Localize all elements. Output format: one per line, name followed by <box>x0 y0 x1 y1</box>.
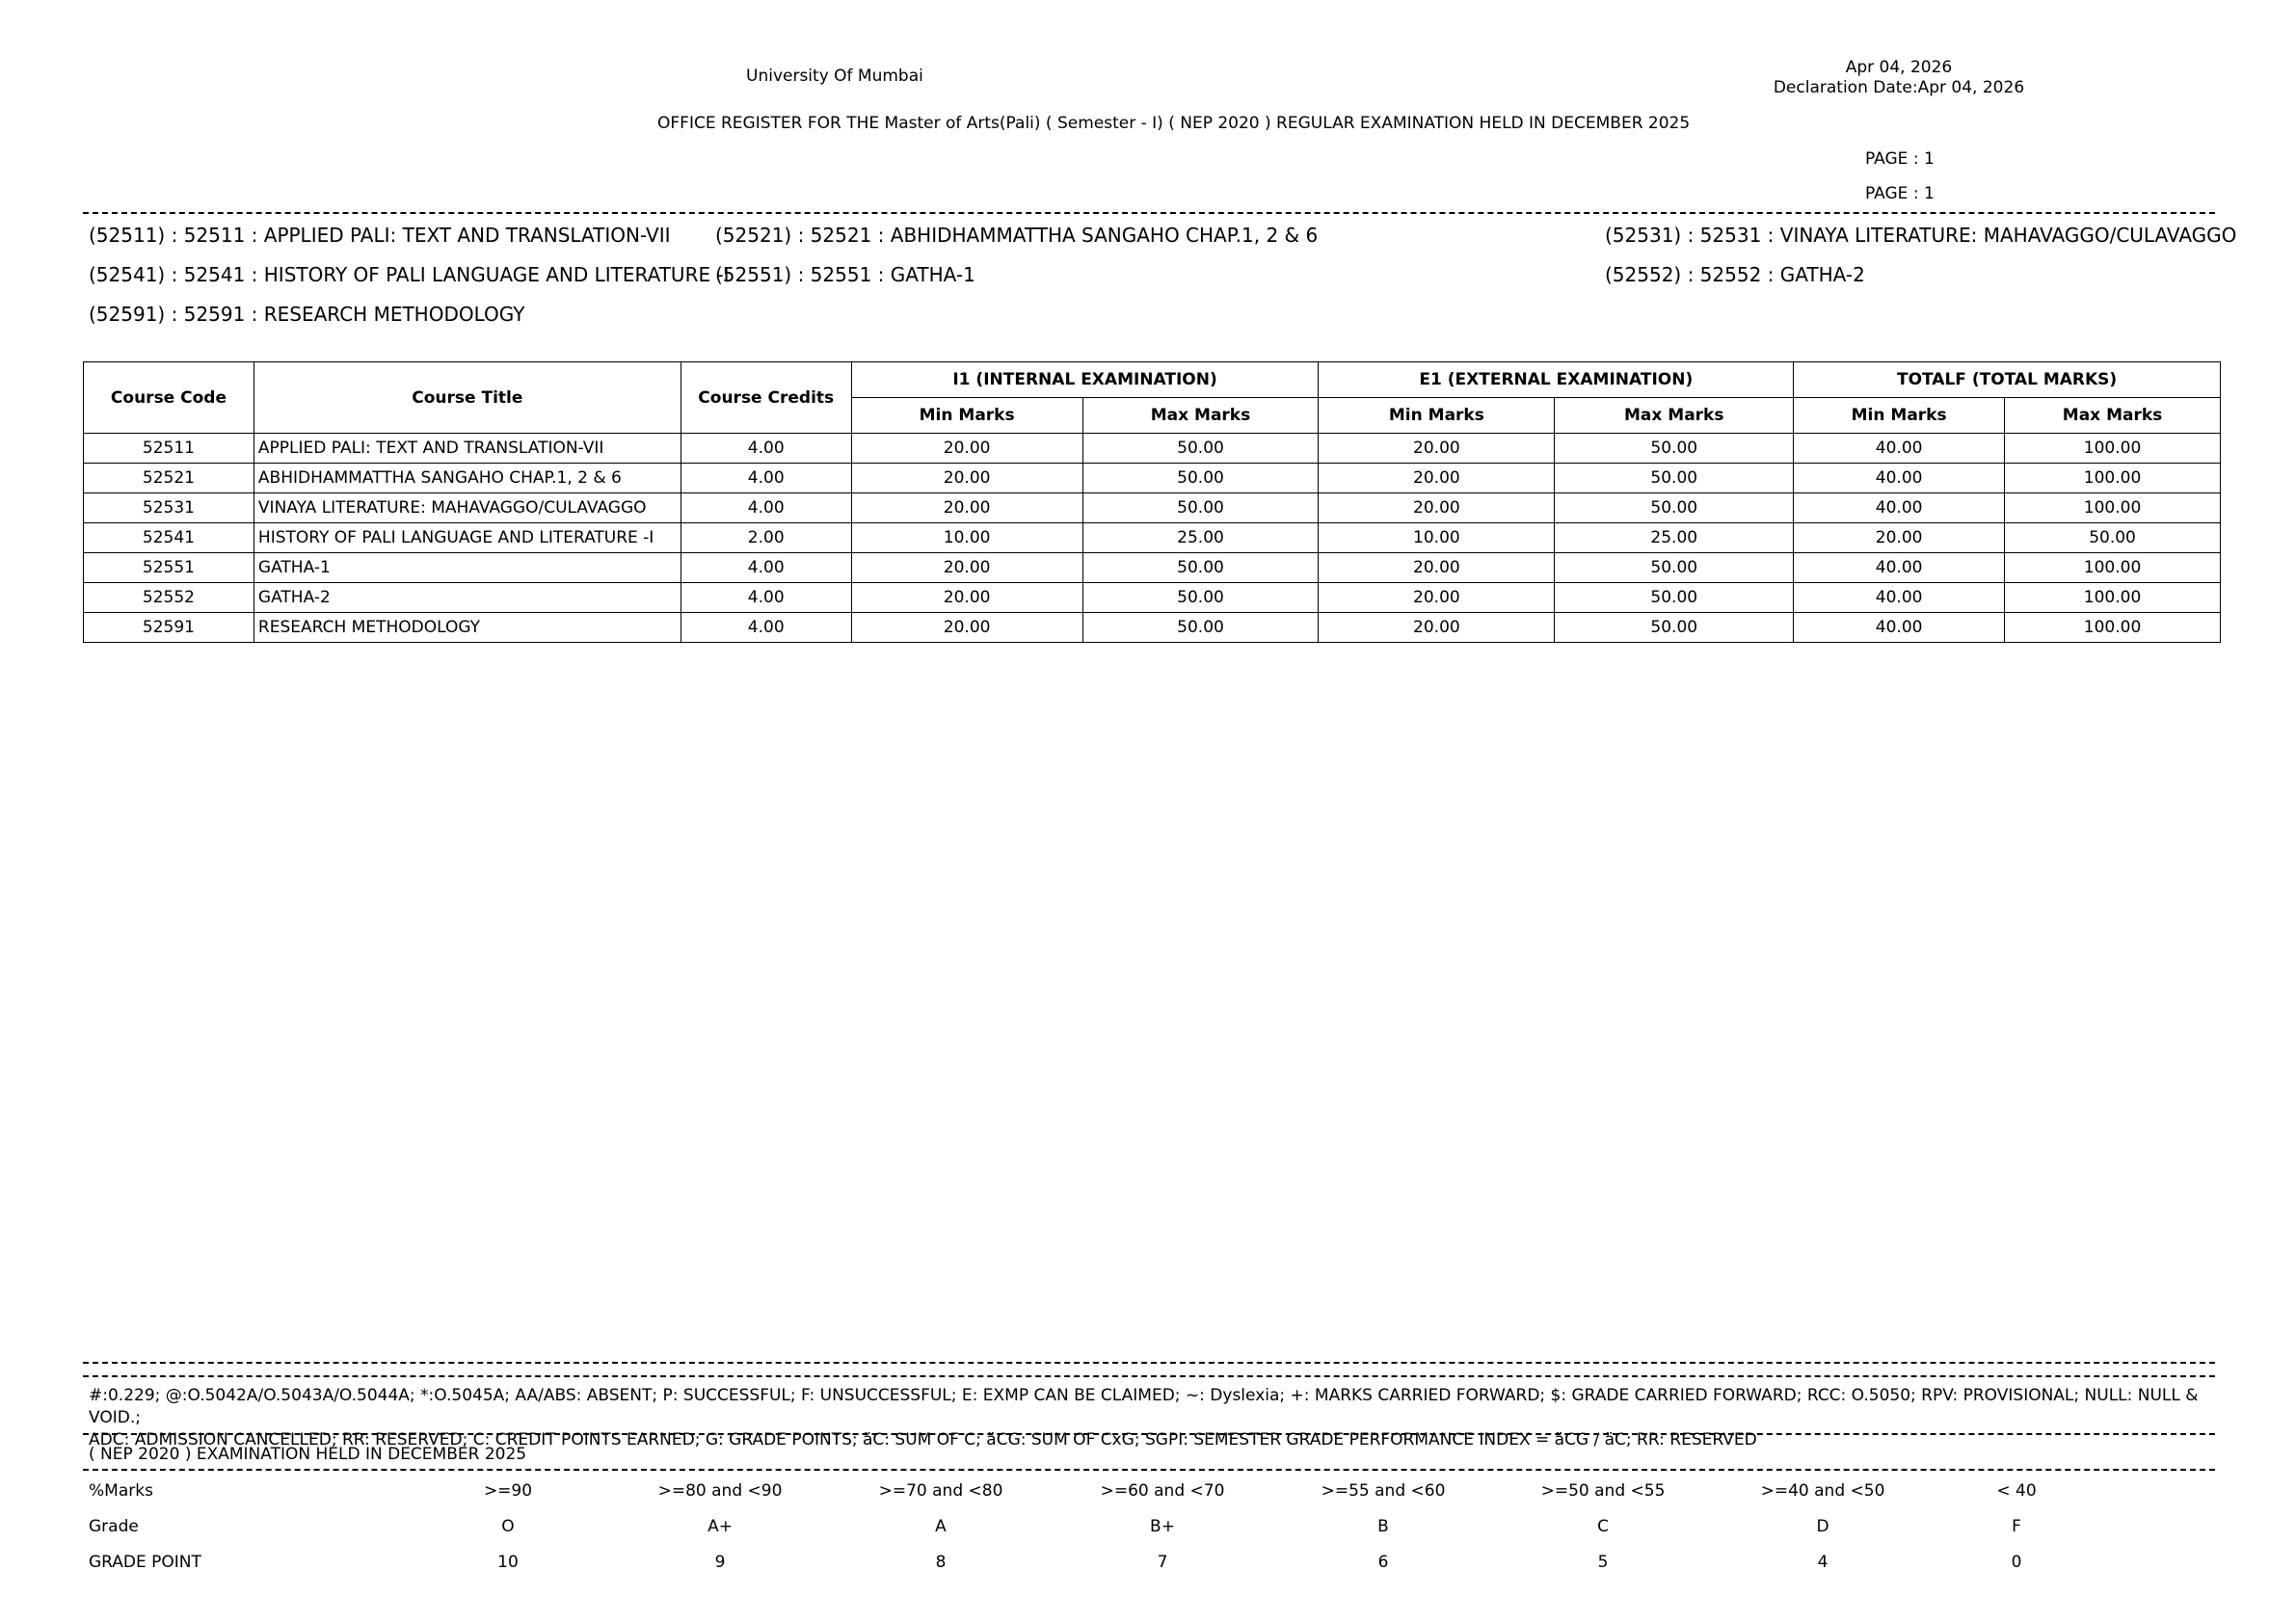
cell-external-min: 20.00 <box>1319 553 1555 583</box>
cell-total-max: 100.00 <box>2005 553 2221 583</box>
cell-credits: 4.00 <box>681 583 851 613</box>
cell-external-min: 20.00 <box>1319 434 1555 464</box>
grade-cell: >=50 and <55 <box>1540 1481 1666 1501</box>
grade-cell: C <box>1597 1517 1609 1536</box>
cell-external-max: 25.00 <box>1555 523 1794 553</box>
exam-note: ( NEP 2020 ) EXAMINATION HELD IN DECEMBER 2025 <box>89 1445 527 1464</box>
separator-legend-bottom <box>83 1433 2215 1435</box>
table-row <box>84 523 2221 553</box>
cell-total-min: 40.00 <box>1794 434 2005 464</box>
cell-internal-max: 50.00 <box>1082 613 1319 643</box>
separator-grade-top <box>83 1469 2215 1471</box>
grade-row-label: Grade <box>89 1517 139 1536</box>
grade-cell: B+ <box>1150 1517 1175 1536</box>
header-course-code: Course Code <box>84 362 254 434</box>
cell-course-title: GATHA-1 <box>254 553 681 583</box>
header-min-marks: Min Marks <box>1319 398 1555 434</box>
grade-cell: 7 <box>1157 1553 1168 1572</box>
table-row <box>84 613 2221 643</box>
cell-total-min: 40.00 <box>1794 493 2005 523</box>
cell-course-code: 52591 <box>84 613 254 643</box>
cell-external-max: 50.00 <box>1555 434 1794 464</box>
separator-legend-top <box>83 1362 2215 1364</box>
cell-total-max: 100.00 <box>2005 583 2221 613</box>
cell-total-min: 20.00 <box>1794 523 2005 553</box>
cell-course-code: 52521 <box>84 464 254 493</box>
cell-course-title: ABHIDHAMMATTHA SANGAHO CHAP.1, 2 & 6 <box>254 464 681 493</box>
grade-row-label: GRADE POINT <box>89 1553 201 1572</box>
course-entry: (52511) : 52511 : APPLIED PALI: TEXT AND TRANSLATION-VII <box>89 224 671 247</box>
cell-internal-min: 20.00 <box>851 493 1082 523</box>
table-row <box>84 493 2221 523</box>
header-internal-exam: I1 (INTERNAL EXAMINATION) <box>851 362 1319 398</box>
cell-credits: 4.00 <box>681 493 851 523</box>
cell-external-min: 20.00 <box>1319 464 1555 493</box>
cell-total-min: 40.00 <box>1794 613 2005 643</box>
cell-credits: 4.00 <box>681 613 851 643</box>
cell-course-code: 52511 <box>84 434 254 464</box>
grade-cell: >=60 and <70 <box>1100 1481 1225 1501</box>
course-marks-table <box>83 361 2221 643</box>
grade-row-grade <box>0 1517 2296 1540</box>
cell-course-title: VINAYA LITERATURE: MAHAVAGGO/CULAVAGGO <box>254 493 681 523</box>
table-row <box>84 553 2221 583</box>
cell-course-title: RESEARCH METHODOLOGY <box>254 613 681 643</box>
grade-cell: < 40 <box>1996 1481 2037 1501</box>
cell-total-min: 40.00 <box>1794 553 2005 583</box>
cell-internal-min: 20.00 <box>851 613 1082 643</box>
cell-course-code: 52552 <box>84 583 254 613</box>
cell-internal-min: 20.00 <box>851 583 1082 613</box>
cell-course-code: 52541 <box>84 523 254 553</box>
grade-cell: 0 <box>2011 1553 2022 1572</box>
separator-top <box>83 212 2215 214</box>
cell-external-max: 50.00 <box>1555 493 1794 523</box>
cell-internal-max: 50.00 <box>1082 464 1319 493</box>
cell-total-max: 100.00 <box>2005 464 2221 493</box>
cell-credits: 2.00 <box>681 523 851 553</box>
header-max-marks: Max Marks <box>1555 398 1794 434</box>
cell-internal-max: 50.00 <box>1082 434 1319 464</box>
page-number: PAGE : 1 <box>1865 149 1935 169</box>
legend-line: #:0.229; @:O.5042A/O.5043A/O.5044A; *:O.5045A; AA/ABS: ABSENT; P: SUCCESSFUL; F: UNSUCCESSFUL; E: EXMP CAN BE CLAIMED; ~: Dyslexia; +: MARKS CARRIED FORWARD; $: GRADE CARRIED FORWARD; RCC: O.5050; RPV: PROVISIONAL; NULL: NULL & VOID.; <box>89 1386 2199 1427</box>
course-entry: (52551) : 52551 : GATHA-1 <box>715 263 975 286</box>
course-entry: (52591) : 52591 : RESEARCH METHODOLOGY <box>89 303 525 326</box>
print-date: Apr 04, 2026 <box>1845 58 1953 77</box>
cell-internal-min: 10.00 <box>851 523 1082 553</box>
cell-external-max: 50.00 <box>1555 583 1794 613</box>
cell-total-max: 100.00 <box>2005 434 2221 464</box>
cell-credits: 4.00 <box>681 434 851 464</box>
grade-cell: 10 <box>497 1553 519 1572</box>
grade-cell: 5 <box>1597 1553 1609 1572</box>
grade-cell: 4 <box>1817 1553 1829 1572</box>
separator-legend-top-2 <box>83 1375 2215 1377</box>
header-course-credits: Course Credits <box>681 362 851 434</box>
cell-credits: 4.00 <box>681 553 851 583</box>
cell-total-min: 40.00 <box>1794 464 2005 493</box>
table-row <box>84 583 2221 613</box>
course-entry: (52552) : 52552 : GATHA-2 <box>1605 263 1865 286</box>
grade-cell: >=80 and <90 <box>657 1481 783 1501</box>
cell-total-min: 40.00 <box>1794 583 2005 613</box>
cell-external-min: 20.00 <box>1319 613 1555 643</box>
course-entry: (52521) : 52521 : ABHIDHAMMATTHA SANGAHO CHAP.1, 2 & 6 <box>715 224 1319 247</box>
cell-internal-max: 25.00 <box>1082 523 1319 553</box>
course-entry: (52541) : 52541 : HISTORY OF PALI LANGUAGE AND LITERATURE -I <box>89 263 730 286</box>
cell-external-min: 20.00 <box>1319 493 1555 523</box>
cell-internal-max: 50.00 <box>1082 583 1319 613</box>
cell-external-max: 50.00 <box>1555 553 1794 583</box>
cell-total-max: 100.00 <box>2005 613 2221 643</box>
cell-internal-min: 20.00 <box>851 553 1082 583</box>
cell-internal-max: 50.00 <box>1082 493 1319 523</box>
grade-cell: >=55 and <60 <box>1321 1481 1446 1501</box>
grade-cell: 8 <box>935 1553 947 1572</box>
cell-course-title: HISTORY OF PALI LANGUAGE AND LITERATURE -I <box>254 523 681 553</box>
table-row <box>84 434 2221 464</box>
grade-cell: A <box>935 1517 947 1536</box>
cell-course-code: 52551 <box>84 553 254 583</box>
cell-course-code: 52531 <box>84 493 254 523</box>
grade-cell: F <box>2012 1517 2021 1536</box>
cell-external-max: 50.00 <box>1555 613 1794 643</box>
cell-external-min: 10.00 <box>1319 523 1555 553</box>
declaration-date: Declaration Date:Apr 04, 2026 <box>1773 78 2025 97</box>
university-name: University Of Mumbai <box>746 67 923 86</box>
header-external-exam: E1 (EXTERNAL EXAMINATION) <box>1319 362 1794 398</box>
cell-total-max: 50.00 <box>2005 523 2221 553</box>
cell-internal-min: 20.00 <box>851 464 1082 493</box>
grade-cell: O <box>501 1517 515 1536</box>
grade-cell: 9 <box>714 1553 726 1572</box>
cell-external-max: 50.00 <box>1555 464 1794 493</box>
page-number-repeat: PAGE : 1 <box>1865 184 1935 203</box>
header-min-marks: Min Marks <box>851 398 1082 434</box>
table-row <box>84 464 2221 493</box>
grade-row-percent <box>0 1481 2296 1504</box>
course-entry: (52531) : 52531 : VINAYA LITERATURE: MAHAVAGGO/CULAVAGGO <box>1605 224 2237 247</box>
grade-cell: >=70 and <80 <box>878 1481 1003 1501</box>
cell-internal-min: 20.00 <box>851 434 1082 464</box>
cell-course-title: APPLIED PALI: TEXT AND TRANSLATION-VII <box>254 434 681 464</box>
header-max-marks: Max Marks <box>1082 398 1319 434</box>
register-title: OFFICE REGISTER FOR THE Master of Arts(Pali) ( Semester - I) ( NEP 2020 ) REGULAR EXAMINATION HELD IN DECEMBER 2025 <box>657 114 1691 133</box>
header-max-marks: Max Marks <box>2005 398 2221 434</box>
grade-row-grade-point <box>0 1553 2296 1576</box>
header-course-title: Course Title <box>254 362 681 434</box>
grade-cell: A+ <box>707 1517 733 1536</box>
abbreviation-legend <box>89 1385 2209 1451</box>
cell-internal-max: 50.00 <box>1082 553 1319 583</box>
grade-row-label: %Marks <box>89 1481 153 1501</box>
grade-cell: 6 <box>1377 1553 1389 1572</box>
cell-external-min: 20.00 <box>1319 583 1555 613</box>
header-total-marks: TOTALF (TOTAL MARKS) <box>1794 362 2221 398</box>
cell-course-title: GATHA-2 <box>254 583 681 613</box>
grade-cell: B <box>1377 1517 1389 1536</box>
cell-credits: 4.00 <box>681 464 851 493</box>
header-min-marks: Min Marks <box>1794 398 2005 434</box>
grade-cell: >=40 and <50 <box>1760 1481 1885 1501</box>
grade-cell: D <box>1816 1517 1829 1536</box>
legend-line: ADC: ADMISSION CANCELLED; RR: RESERVED; C: CREDIT POINTS EARNED; G: GRADE POINTS; äC: SUM OF C; äCG: SUM OF CxG; SGPI: SEMESTER GRADE PERFORMANCE INDEX = äCG / äC; RR: RESERVED <box>89 1430 1757 1450</box>
grade-cell: >=90 <box>483 1481 533 1501</box>
cell-total-max: 100.00 <box>2005 493 2221 523</box>
